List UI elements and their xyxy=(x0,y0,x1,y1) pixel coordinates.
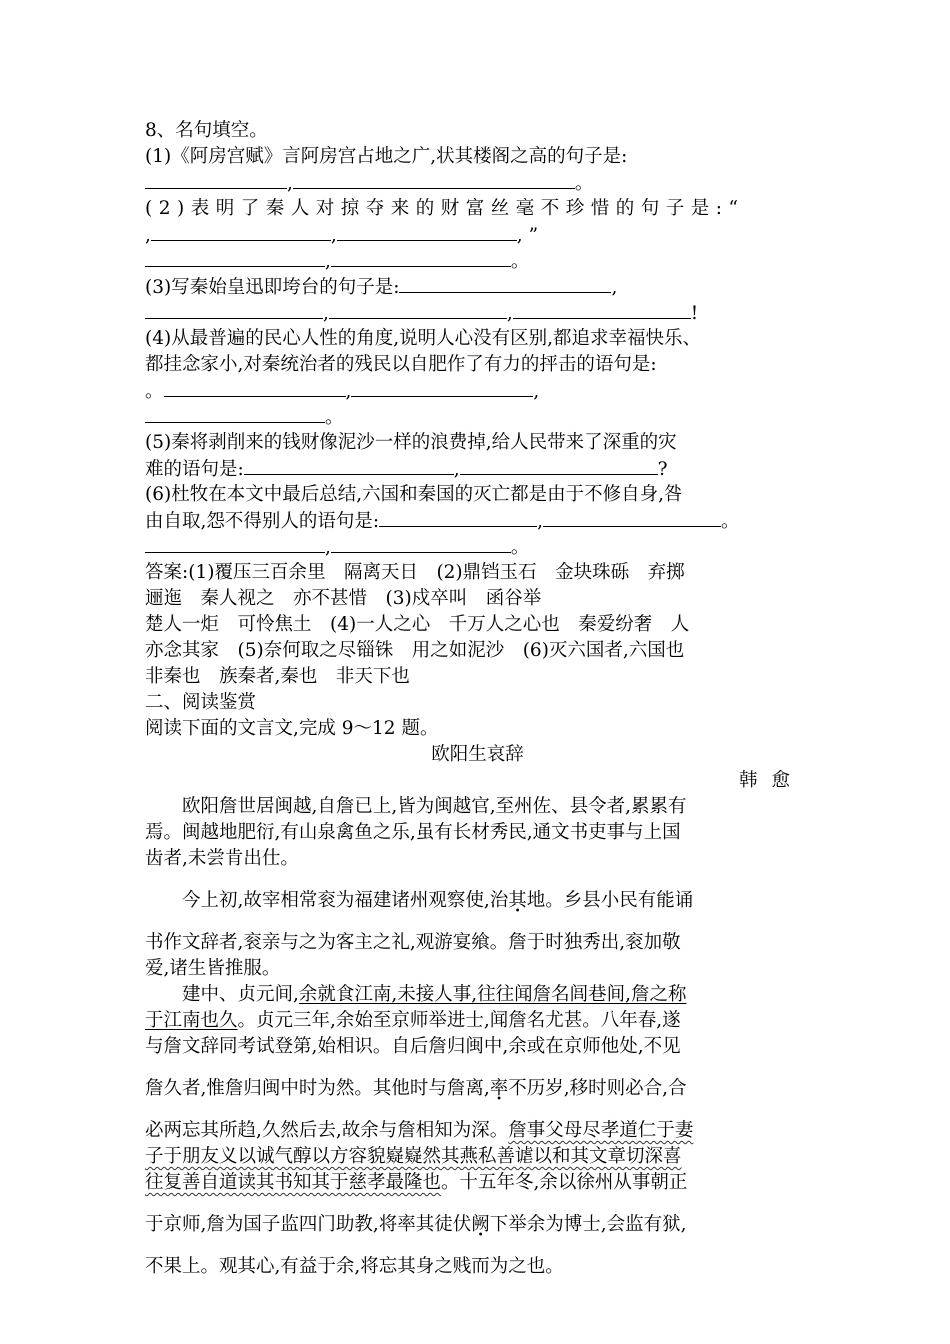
answer-line-5: 非秦也 族秦者,秦也 非天下也 xyxy=(145,666,410,687)
emphasis-dot-char: 率 xyxy=(489,1078,509,1099)
essay-p3-line7: 往复善自道读其书知其于慈孝最隆也。十五年冬,余以徐州从事朝正 xyxy=(145,1172,688,1193)
essay-p2-line2: 书作文辞者,衮亲与之为客主之礼,观游宴飨。詹于时独秀出,衮加敬 xyxy=(145,932,681,953)
answer-blank[interactable] xyxy=(331,534,511,553)
essay-p3-line3: 与詹文辞同考试登第,始相识。自后詹归闽中,余或在京师他处,不见 xyxy=(145,1036,681,1057)
emphasis-dot-char: 阙 xyxy=(471,1214,490,1235)
emphasis-dot-char: 治 xyxy=(489,890,509,911)
answer-line-2: 逦迤 秦人视之 亦不甚惜 (3)戍卒叫 函谷举 xyxy=(145,588,542,609)
answer-blank[interactable] xyxy=(460,456,658,475)
wavy-underlined-text: 子于朋友义以诚气醇以方容貌嶷嶷然其燕私善谑以和其文章切深喜 xyxy=(145,1146,682,1167)
answer-blank[interactable] xyxy=(151,222,331,241)
essay-p3-line9: 不果上。观其心,有益于余,将忘其身之贱而为之也。 xyxy=(145,1256,564,1277)
essay-author: 韩愈 xyxy=(738,770,804,791)
answer-blank[interactable] xyxy=(164,378,346,397)
answer-blank[interactable] xyxy=(331,248,511,267)
wavy-underlined-text: 詹事父母尽孝道仁于妻 xyxy=(508,1120,694,1141)
essay-p3-line1: 建中、贞元间,余就食江南,未接人事,往往闻詹名闾巷间,詹之称 xyxy=(182,984,687,1005)
underlined-sentence: 余就食江南,未接人事,往往闻詹名闾巷间,詹之称 xyxy=(298,984,687,1005)
q8-item6-blanks: , 。 xyxy=(145,534,810,560)
document-page xyxy=(145,118,810,1280)
q8-item5-line2: 难的语句是: , ? xyxy=(145,456,810,482)
q8-item4-line1: (4)从最普遍的民心人性的角度,说明人心没有区别,都追求幸福快乐、 xyxy=(145,328,701,349)
q8-item4-blanks-a: 。 , , xyxy=(145,378,810,404)
essay-p3-line6 xyxy=(145,1144,810,1170)
essay-p1-line3: 齿者,未尝肯出仕。 xyxy=(145,848,299,869)
answer-line-3: 楚人一炬 可怜焦土 (4)一人之心 千万人之心也 秦爱纷奢 人 xyxy=(145,614,690,635)
answer-line-1: 答案:(1)覆压三百余里 隔离天日 (2)鼎铛玉石 金块珠砾 弃掷 xyxy=(145,562,685,583)
q8-item6-line2: 由自取,怨不得别人的语句是: , 。 xyxy=(145,508,810,534)
essay-p2-line1: 今上初,故宰相常衮为福建诸州观察使,治其地。乡县小民有能诵 xyxy=(182,890,694,911)
q8-item2-blanks-a: , , , ” xyxy=(145,222,810,248)
answer-blank[interactable] xyxy=(379,508,537,527)
section-heading: 二、阅读鉴赏 xyxy=(145,692,257,713)
q8-item4-blanks-b: 。 xyxy=(145,404,810,430)
essay-p3-line2: 于江南也久。贞元三年,余始至京师举进士,闻詹名尤甚。八年春,遂 xyxy=(145,1010,681,1031)
answer-blank[interactable] xyxy=(337,222,517,241)
q8-title: 8、名句填空。 xyxy=(145,120,268,141)
answer-blank[interactable] xyxy=(351,378,533,397)
q8-item3-blanks: , , ! xyxy=(145,300,810,326)
answer-blank[interactable] xyxy=(145,534,325,553)
essay-title: 欧阳生哀辞 xyxy=(431,744,524,765)
answer-line-4: 亦念其家 (5)奈何取之尽锱铢 用之如泥沙 (6)灭六国者,六国也 xyxy=(145,640,685,661)
essay-p3-line8: 于京师,詹为国子监四门助教,将率其徒伏阙下举余为博士,会监有狱, xyxy=(145,1214,687,1235)
q8-item3: (3)写秦始皇迅即垮台的句子是: , xyxy=(145,274,810,300)
answer-blank[interactable] xyxy=(329,300,507,319)
answer-blank[interactable] xyxy=(293,170,575,189)
answer-blank[interactable] xyxy=(145,248,325,267)
essay-p1-line2: 焉。闽越地肥衍,有山泉禽鱼之乐,虽有长材秀民,通文书吏事与上国 xyxy=(145,822,681,843)
essay-p3-line4: 詹久者,惟詹归闽中时为然。其他时与詹离,率不历岁,移时则必合,合 xyxy=(145,1078,687,1099)
essay-p2-line3: 爱,诸生皆推服。 xyxy=(145,958,281,979)
answer-blank[interactable] xyxy=(145,300,323,319)
q8-item1: (1)《阿房宫赋》言阿房宫占地之广,状其楼阁之高的句子是: xyxy=(145,146,628,167)
q8-item2-blanks-b: , 。 xyxy=(145,248,810,274)
underlined-sentence: 于江南也久 xyxy=(145,1010,238,1031)
answer-blank[interactable] xyxy=(244,456,454,475)
answer-blank[interactable] xyxy=(145,170,287,189)
section-instructions: 阅读下面的文言文,完成 9～12 题。 xyxy=(145,718,439,739)
q8-item4-line2: 都挂念家小,对秦统治者的残民以自肥作了有力的抨击的语句是: xyxy=(145,354,657,375)
answer-blank[interactable] xyxy=(399,274,611,293)
essay-p1-line1: 欧阳詹世居闽越,自詹已上,皆为闽越官,至州佐、县令者,累累有 xyxy=(182,796,687,817)
essay-p3-line5: 必两忘其所趋,久然后去,故余与詹相知为深。詹事父母尽孝道仁于妻 xyxy=(145,1120,694,1141)
answer-blank[interactable] xyxy=(513,300,691,319)
wavy-underlined-text: 往复善自道读其书知其于慈孝最隆也 xyxy=(145,1172,442,1193)
q8-item6-line1: (6)杜牧在本文中最后总结,六国和秦国的灭亡都是由于不修自身,咎 xyxy=(145,484,683,505)
q8-item1-blanks: , 。 xyxy=(145,170,810,196)
answer-blank[interactable] xyxy=(145,404,325,423)
q8-item5-line1: (5)秦将剥削来的钱财像泥沙一样的浪费掉,给人民带来了深重的灾 xyxy=(145,432,677,453)
q8-item2: (2)表明了秦人对掠夺来的财富丝毫不珍惜的句子是:“ xyxy=(145,198,745,219)
answer-blank[interactable] xyxy=(543,508,721,527)
